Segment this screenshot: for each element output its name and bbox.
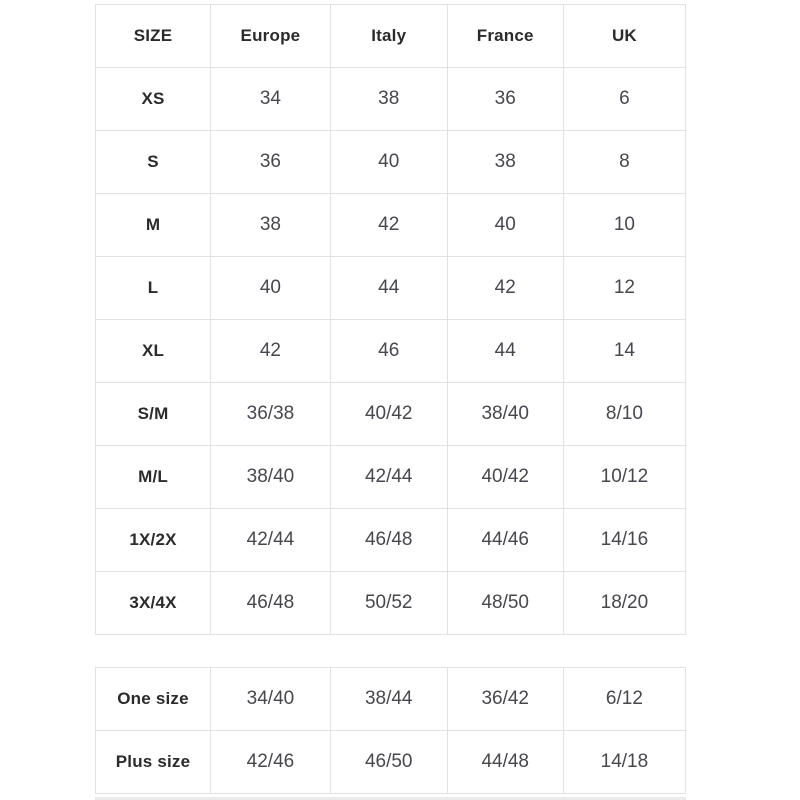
- size-label-cell: Plus size: [96, 731, 211, 794]
- size-value-cell: 46/48: [211, 572, 331, 635]
- size-value-cell: 14/18: [563, 731, 685, 794]
- header-cell-uk: UK: [563, 5, 685, 68]
- size-value-cell: 48/50: [447, 572, 563, 635]
- size-value-cell: 14/16: [563, 509, 685, 572]
- size-conversion-table: [95, 4, 686, 635]
- table-row: [96, 383, 686, 446]
- table-body: [96, 68, 686, 635]
- size-chart-container: [95, 4, 686, 794]
- size-value-cell: 38/40: [447, 383, 563, 446]
- table-row: [96, 68, 686, 131]
- size-value-cell: 38: [211, 194, 331, 257]
- size-value-cell: 8: [563, 131, 685, 194]
- size-value-cell: 6: [563, 68, 685, 131]
- size-value-cell: 42/46: [211, 731, 331, 794]
- table-row: [96, 131, 686, 194]
- size-value-cell: 10: [563, 194, 685, 257]
- header-cell-size: SIZE: [96, 5, 211, 68]
- size-value-cell: 38: [330, 68, 447, 131]
- size-label-cell: XL: [96, 320, 211, 383]
- size-value-cell: 44: [330, 257, 447, 320]
- size-value-cell: 50/52: [330, 572, 447, 635]
- size-value-cell: 14: [563, 320, 685, 383]
- table-row: [96, 509, 686, 572]
- size-value-cell: 44/48: [447, 731, 563, 794]
- table-row: [96, 668, 686, 731]
- table-row: [96, 320, 686, 383]
- header-row: [96, 5, 686, 68]
- size-value-cell: 6/12: [563, 668, 685, 731]
- size-label-cell: M/L: [96, 446, 211, 509]
- size-label-cell: XS: [96, 68, 211, 131]
- table-row: [96, 572, 686, 635]
- size-value-cell: 34/40: [211, 668, 331, 731]
- size-value-cell: 42/44: [211, 509, 331, 572]
- size-value-cell: 42: [211, 320, 331, 383]
- size-value-cell: 36/38: [211, 383, 331, 446]
- size-label-cell: S: [96, 131, 211, 194]
- size-value-cell: 42: [447, 257, 563, 320]
- size-value-cell: 40/42: [330, 383, 447, 446]
- size-value-cell: 36: [211, 131, 331, 194]
- size-label-cell: L: [96, 257, 211, 320]
- size-value-cell: 46/48: [330, 509, 447, 572]
- size-value-cell: 8/10: [563, 383, 685, 446]
- size-value-cell: 34: [211, 68, 331, 131]
- size-value-cell: 12: [563, 257, 685, 320]
- header-cell-europe: Europe: [211, 5, 331, 68]
- size-value-cell: 36: [447, 68, 563, 131]
- size-value-cell: 42/44: [330, 446, 447, 509]
- header-cell-italy: Italy: [330, 5, 447, 68]
- size-value-cell: 38/40: [211, 446, 331, 509]
- size-value-cell: 40: [330, 131, 447, 194]
- size-label-cell: S/M: [96, 383, 211, 446]
- size-label-cell: M: [96, 194, 211, 257]
- size-value-cell: 44/46: [447, 509, 563, 572]
- size-value-cell: 10/12: [563, 446, 685, 509]
- size-value-cell: 40: [447, 194, 563, 257]
- table-header: [96, 5, 686, 68]
- size-value-cell: 40: [211, 257, 331, 320]
- size-value-cell: 46/50: [330, 731, 447, 794]
- special-sizes-table: [95, 667, 686, 794]
- size-value-cell: 18/20: [563, 572, 685, 635]
- size-value-cell: 46: [330, 320, 447, 383]
- table-row: [96, 446, 686, 509]
- size-label-cell: One size: [96, 668, 211, 731]
- size-value-cell: 38: [447, 131, 563, 194]
- table-row: [96, 194, 686, 257]
- size-value-cell: 44: [447, 320, 563, 383]
- table-row: [96, 257, 686, 320]
- size-value-cell: 42: [330, 194, 447, 257]
- size-label-cell: 3X/4X: [96, 572, 211, 635]
- size-value-cell: 40/42: [447, 446, 563, 509]
- size-value-cell: 38/44: [330, 668, 447, 731]
- header-cell-france: France: [447, 5, 563, 68]
- size-label-cell: 1X/2X: [96, 509, 211, 572]
- special-table-body: [96, 668, 686, 794]
- size-value-cell: 36/42: [447, 668, 563, 731]
- table-row: [96, 731, 686, 794]
